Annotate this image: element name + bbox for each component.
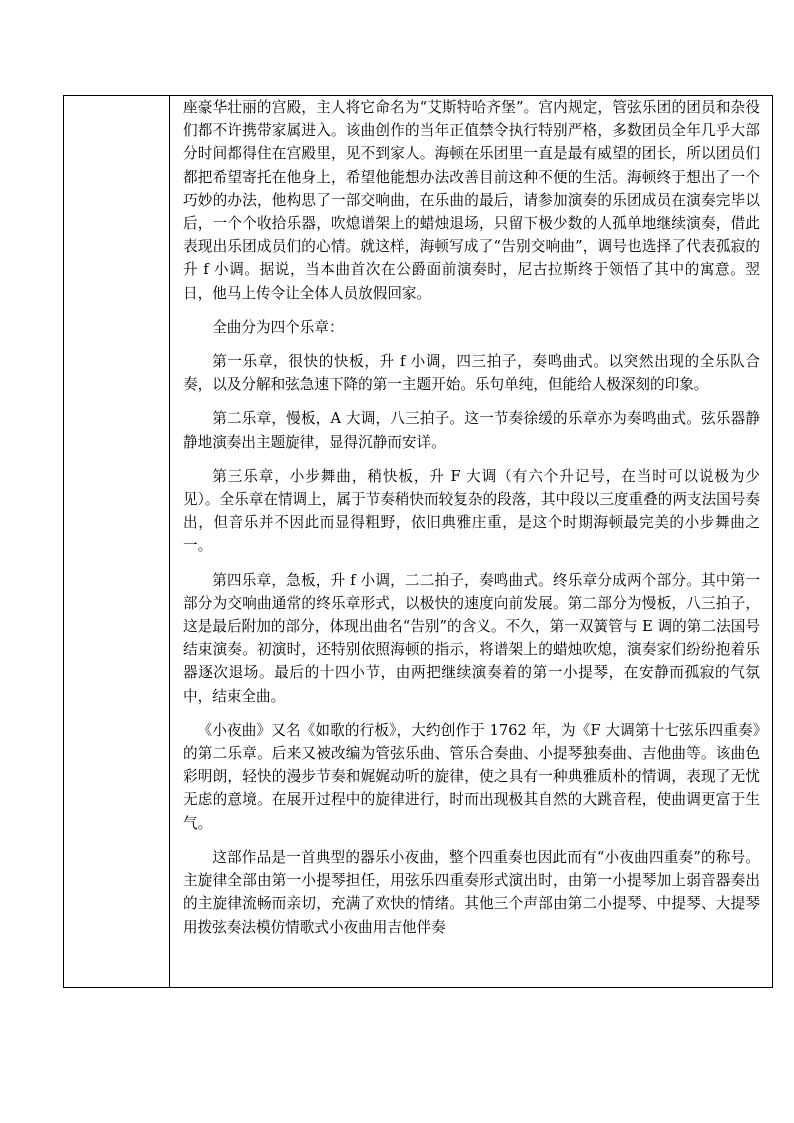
paragraph-movement-3: 第三乐章，小步舞曲，稍快板，升 F 大调（有六个升记号，在当时可以说极为少见）。全乐章在情调上，属于节奏稍快而较复杂的段落，其中段以三度重叠的两支法国号奏出，但音乐并不因此而显得粗野，依旧典雅庄重，是这个时期海顿最完美的小步舞曲之一。 — [183, 467, 760, 555]
paragraph-movement-1: 第一乐章，很快的快板，升 f 小调，四三拍子，奏鸣曲式。以突然出现的全乐队合奏，以及分解和弦急速下降的第一主题开始。乐句单纯，但能给人极深刻的印象。 — [183, 353, 760, 394]
content-table — [63, 95, 773, 988]
paragraph-haydn-story: 座豪华壮丽的宫殿，主人将它命名为“艾斯特哈齐堡”。宫内规定，管弦乐团的团员和杂役们都不许携带家属进入。该曲创作的当年正值禁令执行特别严格，多数团员全年几乎大部分时间都得住在宫殿里，见不到家人。海顿在乐团里一直是最有威望的团长，所以团员们都把希望寄托在他身上，希望他能想办法改善目前这种不便的生活。海顿终于想出了一个巧妙的办法，他构思了一部交响曲，在乐曲的最后，请参加演奏的乐团成员在演奏完毕以后，一个个收拾乐器，吹熄谱架上的蜡烛退场，只留下极少数的人孤单地继续演奏，借此表现出乐团成员们的心情。就这样，海顿写成了“告别交响曲”，调号也选择了代表孤寂的升 f 小调。据说，当本曲首次在公爵面前演奏时，尼古拉斯终于领悟了其中的寓意。翌日，他马上传令让全体人员放假回家。 — [183, 99, 760, 302]
paragraph-movement-2: 第二乐章，慢板，A 大调，八三拍子。这一节奏徐缓的乐章亦为奏鸣曲式。弦乐器静静地演奏出主题旋律，显得沉静而安详。 — [183, 410, 760, 451]
paragraph-movement-4: 第四乐章，急板，升 f 小调，二二拍子，奏鸣曲式。终乐章分成两个部分。其中第一部分为交响曲通常的终乐章形式，以极快的速度向前发展。第二部分为慢板，八三拍子，这是最后附加的部分，体现出曲名“告别”的含义。不久，第一双簧管与 E 调的第二法国号结束演奏。初演时，还特别依照海顿的指示，将谱架上的蜡烛吹熄，演奏家们纷纷抱着乐器逐次退场。最后的十四小节，由两把继续演奏着的第一小提琴，在安静而孤寂的气氛中，结束全曲。 — [183, 571, 760, 705]
paragraph-serenade-quartet: 这部作品是一首典型的器乐小夜曲，整个四重奏也因此而有“小夜曲四重奏”的称号。主旋律全部由第一小提琴担任，用弦乐四重奏形式演出时，由第一小提琴加上弱音器奏出的主旋律流畅而亲切，充满了欢快的情绪。其他三个声部由第二小提琴、中提琴、大提琴用拨弦奏法模仿情歌式小夜曲用吉他伴奏 — [183, 848, 760, 936]
paragraph-movements-intro: 全曲分为四个乐章： — [212, 318, 344, 336]
label-column — [64, 96, 170, 987]
text-column — [170, 96, 772, 987]
paragraph-serenade: 《小夜曲》又名《如歌的行板》，大约创作于 1762 年，为《F 大调第十七弦乐四重奏》的第二乐章。后来又被改编为管弦乐曲、管乐合奏曲、小提琴独奏曲、吉他曲等。该曲色彩明朗，轻快的漫步节奏和娓娓动听的旋律，使之具有一种典雅质朴的情调，表现了无忧无虑的意境。在展开过程中的旋律进行，时而出现极其自然的大跳音程，使曲调更富于生气。 — [183, 721, 760, 832]
